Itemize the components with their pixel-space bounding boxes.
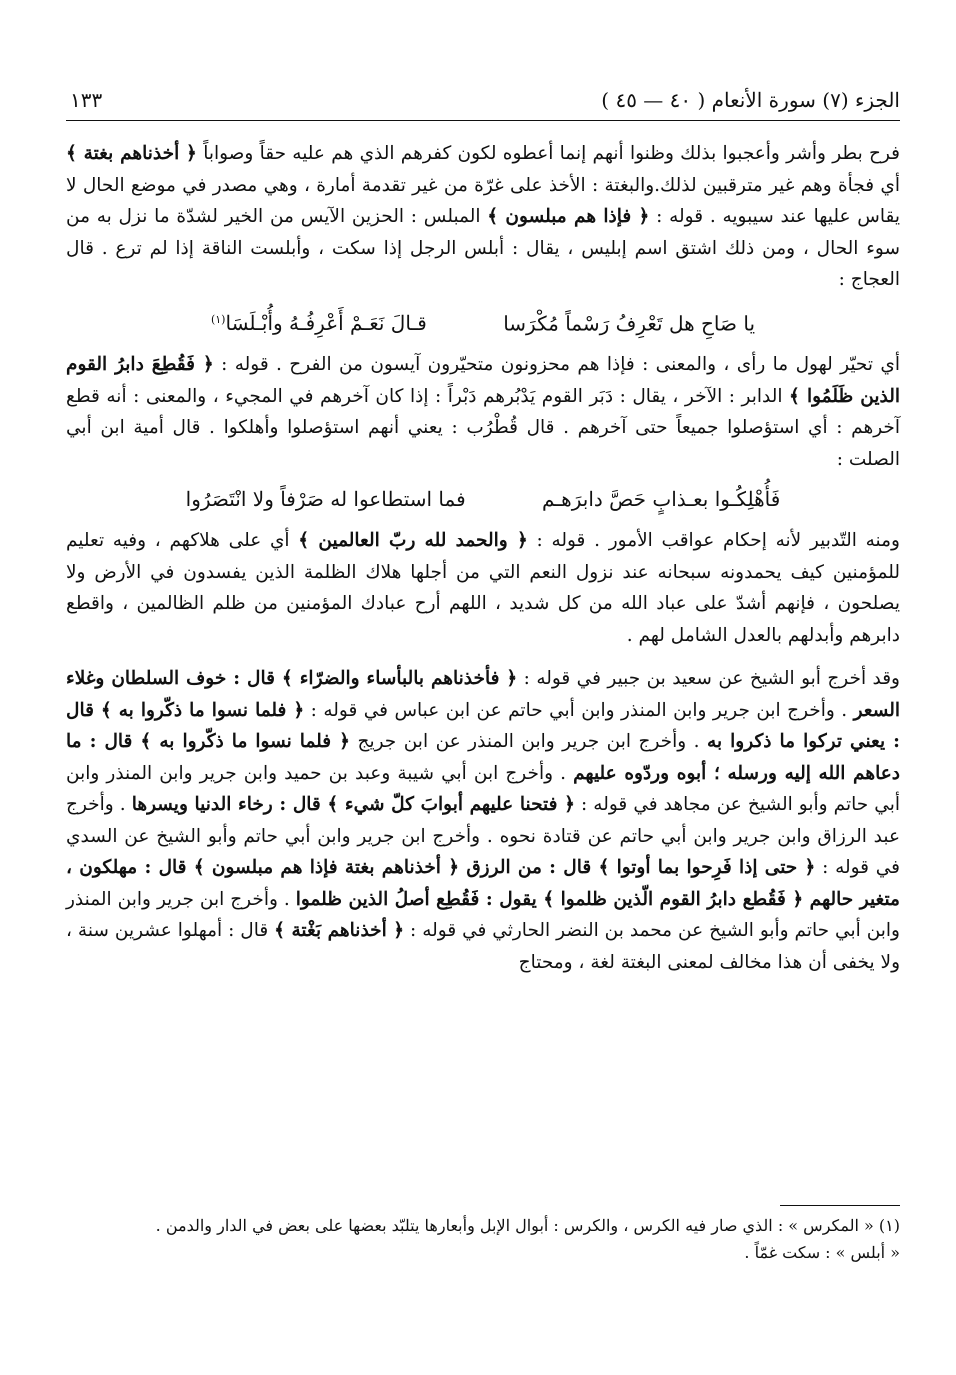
- text: ومنه التّدبير لأنه إحكام عواقب الأمور . قوله :: [536, 530, 900, 552]
- verse-hemistich-2: قـالَ نَعَـمْ أَعْرِفُـهُ وأُبْـلَسَا: [225, 311, 427, 336]
- text: أي فجأة وهم غير مترقبين لذلك.والبغتة : الأخذ على غرّة من غير تقدمة أمارة ، وهي مصدر في موضع الحال لا يقاس عليها عند سيبويه . قوله :: [66, 174, 900, 227]
- poetry-verse-2: [66, 483, 900, 515]
- footnote-mark: (١): [210, 312, 226, 326]
- page: [66, 0, 900, 1375]
- text: . وأخرج ابن جرير وابن المنذر عن ابن جريج: [357, 731, 700, 753]
- quran-quote: ﴿ حتى إذا فَرِحوا بما أوتوا ﴾ قال : من الرزق ﴿ أخذناهم بغتة فإذا هم مبلسون ﴾ قال : مهلكون ، متغير حالهم ﴿ فَقُطع دابرُ القوم الّذين ظلموا ﴾ يقول : فَقُطِع أصلُ الذين ظلموا: [66, 857, 900, 910]
- quran-quote: ﴿ فلما نسوا ما ذكّروا به ﴾ قال : يعني تركوا ما ذكروا به: [66, 699, 900, 753]
- text: . وأخرج عبد الرزاق وابن جرير وابن أبي حاتم عن قتادة نحوه . وأخرج ابن جرير وابن أبي حاتم وأبو الشيخ عن السدي في قوله :: [66, 794, 901, 879]
- footnote-rule: [780, 1205, 900, 1206]
- footnote-1: (١) « المكرس » : الذي صار فيه الكرس ، والكرس : أبوال الإبل وأبعارها يتلبّد بعضها على بعض في الدار والدمن .: [155, 1216, 900, 1235]
- page-number: ١٣٣: [70, 88, 103, 112]
- paragraph-2: [66, 349, 900, 475]
- main-text: [66, 138, 900, 978]
- quran-quote: ﴿ أخذناهم بَغْتة ﴾: [274, 920, 405, 942]
- quran-quote: ﴿ فلما نسوا ما ذكّروا به ﴾ قال : ما دعاهم الله إليه ورسله ؛ أبوه وردّوه عليهم: [66, 731, 900, 784]
- footnotes: [66, 1212, 900, 1266]
- quran-quote: ﴿ والحمد لله ربّ العالمين ﴾: [298, 530, 528, 552]
- verse-hemistich-1: يا صَاحِ هل تَعْرِفُ رَسْماً مُكْرَسا: [503, 311, 756, 336]
- text: الدابر : الآخر ، يقال : دَبَر القوم يَدْبُرهم دَبْراً : إذا كان آخرهم في المجيء ، والمعنى : أنه قطع آخرهم : أي استؤصلوا جميعاً حتى آخرهم . قال قُطْرُب : يعني أنهم استؤصلوا وأهلكوا . قال أمية ابن أبي الصلت :: [66, 385, 900, 470]
- text: قال : أمهلوا عشرين سنة ، ولا يخفى أن هذا مخالف لمعنى البغتة لغة ، ومحتاج: [66, 920, 900, 973]
- quran-quote: ﴿ فَقُطِعَ دابرُ القوم الذين ظَلَمُوا ﴾: [66, 354, 901, 407]
- paragraph-4: [66, 663, 900, 978]
- verse-hemistich-1: فَأُهْلِكُـوا بعـذابٍ حَصَّ دابرَهـم: [542, 487, 781, 512]
- header-title: الجزء (٧) سورة الأنعام ( ٤٠ — ٤٥ ): [601, 88, 900, 112]
- text: أي على هلاكهم ، وفيه تعليم للمؤمنين كيف يحمدونه سبحانه عند نزول النعم التي من أجلها هلاك الظلمة الذين يفسدون في الأرض ولا يصلحون ، فإنهم أشدّ على عباد الله من كل شديد ، اللهم أرح عبادك المؤمنين من ظلم الظالمين ، واقطع دابرهم وأبدلهم بالعدل الشامل لهم .: [66, 530, 900, 646]
- paragraph-1: [66, 138, 900, 296]
- header-rule: [66, 120, 900, 121]
- text: . وأخرج ابن أبي شيبة وعبد بن حميد وابن جرير وابن المنذر وابن أبي حاتم وأبو الشيخ عن مجاهد في قوله :: [66, 762, 900, 816]
- poetry-verse-1: [66, 304, 900, 340]
- quran-quote: ﴿ أخذناهم بغتة ﴾: [66, 143, 197, 164]
- text: . وأخرج ابن جرير وابن المنذر وابن أبي حاتم عن ابن عباس في قوله :: [310, 699, 848, 721]
- quran-quote: ﴿ فأخذناهم بالبأساء والضرّاء ﴾ قال : خوف السلطان وغلاء السعر: [66, 668, 900, 721]
- text: . وأخرج ابن جرير وابن المنذر وابن أبي حاتم وأبو الشيخ عن محمد بن النضر الحارثي في قوله :: [66, 888, 900, 942]
- text: أي تحيّر لهول ما رأى ، والمعنى : فإذا هم محزونون متحيّرون آيسون من الفرح . قوله :: [221, 354, 900, 376]
- quran-quote: ﴿ فإذا هم مبلسون ﴾: [487, 206, 650, 227]
- text: وقد أخرج أبو الشيخ عن سعيد بن جبير في قوله :: [523, 668, 900, 690]
- text: فرح بطر وأشر وأعجبوا بذلك وظنوا أنهم إنما أعطوه لكون كفرهم الذي هم عليه حقاً وصواباً: [203, 143, 900, 164]
- verse-hemistich-2: فما استطاعوا له صَرْفاً ولا انْتَصَرُوا: [185, 487, 466, 512]
- text: المبلس : الحزين الآيس من الخير لشدّة ما نزل به من سوء الحال ، ومن ذلك اشتق اسم إبليس ، يقال : أبلس الرجل إذا سكت ، وأبلست الناقة إذا لم ترع . قال العجاج :: [66, 206, 900, 290]
- footnote-2: « أبلس » : سكت غمّاً .: [744, 1243, 900, 1262]
- paragraph-3: [66, 525, 900, 651]
- running-header: [66, 88, 900, 118]
- paragraph-gap: [66, 651, 900, 663]
- quran-quote: ﴿ فتحنا عليهم أبوابَ كلّ شيء ﴾ قال : رخاء الدنيا ويسرها: [131, 794, 575, 816]
